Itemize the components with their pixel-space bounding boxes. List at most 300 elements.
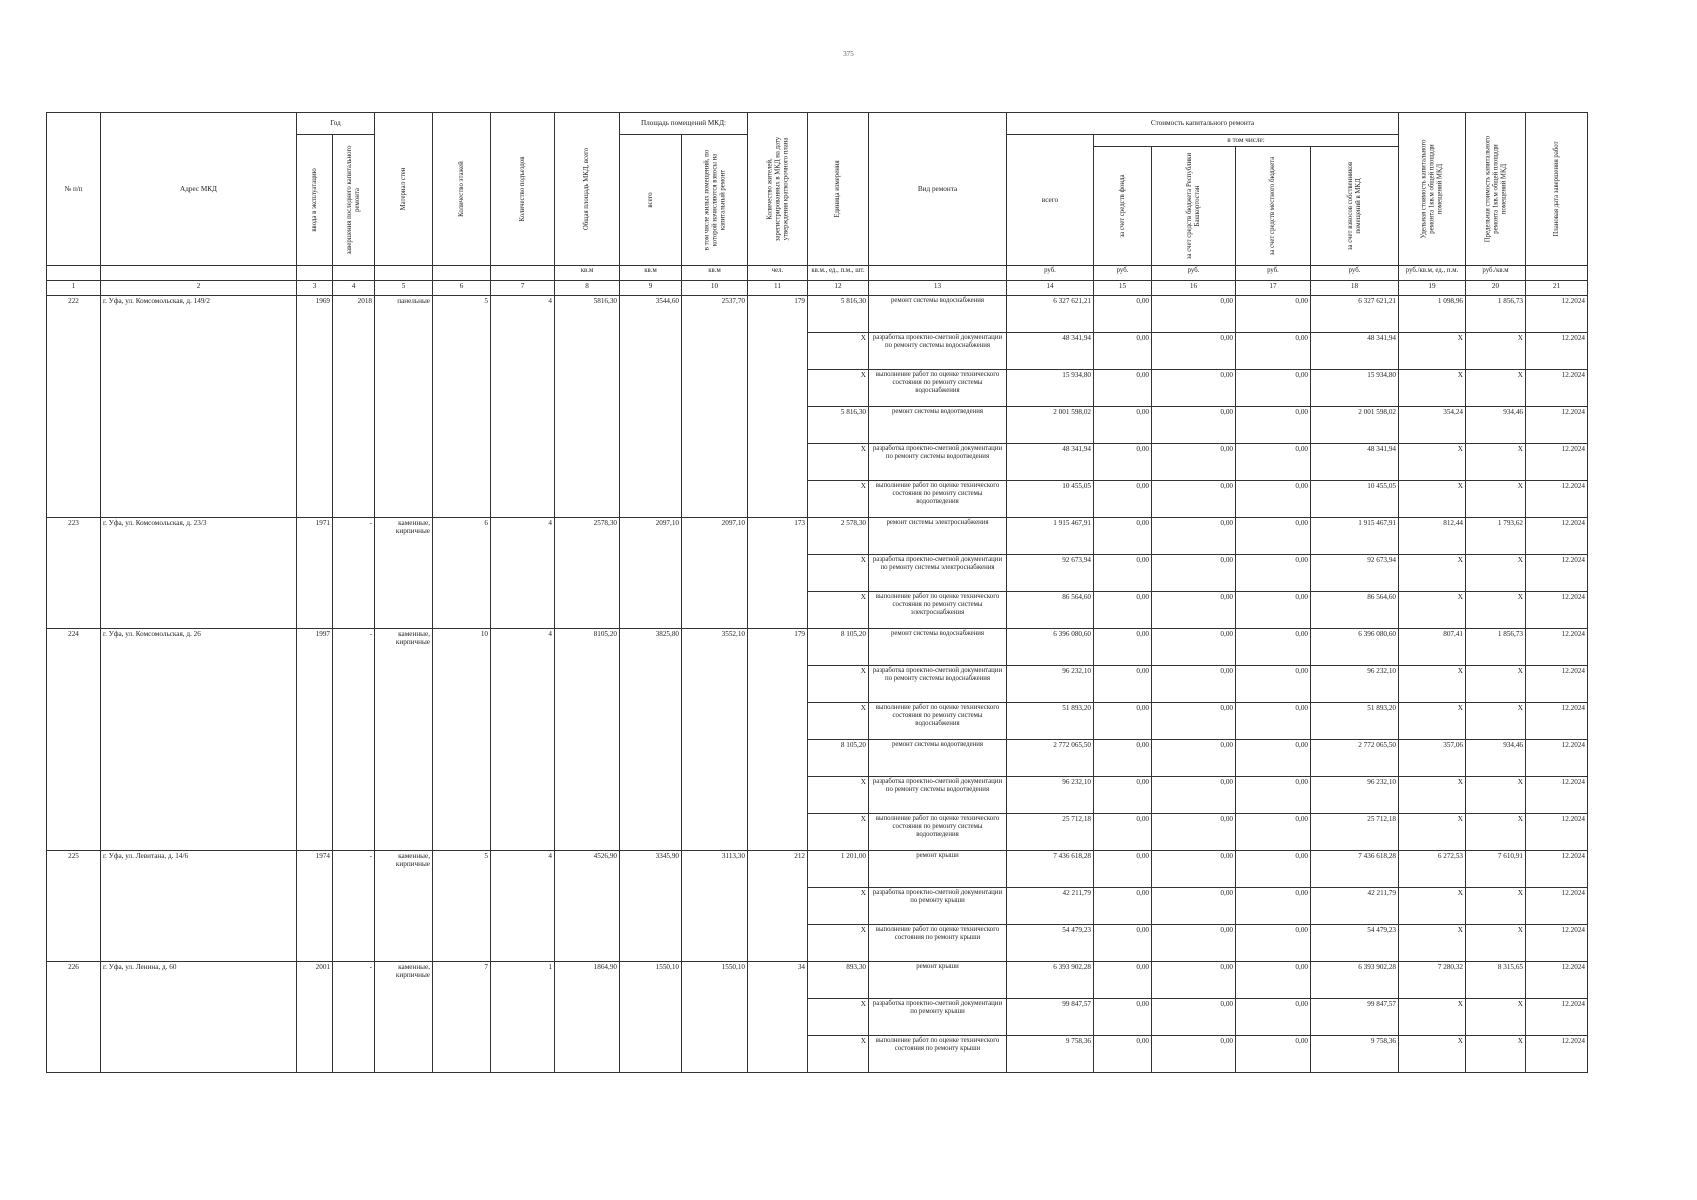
cost-local: 0,00 [1236,962,1311,999]
residential-area: 3113,30 [682,851,748,962]
cost-total: 48 341,94 [1007,444,1094,481]
house-number: 222 [47,296,101,518]
work-unit: X [808,777,869,814]
work-unit: 8 105,20 [808,629,869,666]
specific-cost: 6 272,53 [1399,851,1466,888]
cost-local: 0,00 [1236,481,1311,518]
cost-owners: 48 341,94 [1311,333,1399,370]
unit-cell: руб. [1311,266,1399,281]
premises-area: 3544,60 [620,296,682,518]
cost-owners: 25 712,18 [1311,814,1399,851]
column-number-cell: 2 [101,281,297,296]
limit-cost: 1 793,62 [1466,518,1526,555]
column-number-cell: 17 [1236,281,1311,296]
cost-fund: 0,00 [1094,333,1152,370]
specific-cost: X [1399,333,1466,370]
limit-cost: 8 315,65 [1466,962,1526,999]
wall-material: каменные, кирпичные [375,518,433,629]
work-unit: X [808,481,869,518]
cost-total: 96 232,10 [1007,777,1094,814]
specific-cost: X [1399,555,1466,592]
cost-owners: 6 393 902,28 [1311,962,1399,999]
work-kind: выполнение работ по оценке технического состояния по ремонту крыши [869,1036,1007,1073]
cost-fund: 0,00 [1094,629,1152,666]
wall-material: панельные [375,296,433,518]
house-number: 225 [47,851,101,962]
year-last-repair: - [333,629,375,851]
specific-cost: X [1399,370,1466,407]
cost-local: 0,00 [1236,851,1311,888]
table-row [47,296,1588,333]
hdr-walls: Материал стен [375,113,433,266]
hdr-group-area: Площадь помещений МКД: [620,113,748,135]
work-unit: X [808,888,869,925]
planned-date: 12.2024 [1526,407,1588,444]
wall-material: каменные, кирпичные [375,962,433,1073]
planned-date: 12.2024 [1526,333,1588,370]
year-last-repair: - [333,851,375,962]
cost-local: 0,00 [1236,370,1311,407]
planned-date: 12.2024 [1526,851,1588,888]
cost-local: 0,00 [1236,740,1311,777]
entrance-count: 4 [491,851,555,962]
cost-local: 0,00 [1236,925,1311,962]
page-number: 375 [843,50,854,58]
planned-date: 12.2024 [1526,296,1588,333]
cost-republic: 0,00 [1152,407,1236,444]
cost-fund: 0,00 [1094,370,1152,407]
hdr-no: № п/п [47,113,101,266]
planned-date: 12.2024 [1526,999,1588,1036]
cost-total: 2 772 065,50 [1007,740,1094,777]
premises-area: 1550,10 [620,962,682,1073]
work-unit: X [808,703,869,740]
cost-local: 0,00 [1236,888,1311,925]
year-built: 2001 [297,962,333,1073]
specific-cost: X [1399,814,1466,851]
residential-area: 2537,70 [682,296,748,518]
work-kind: разработка проектно-сметной документации по ремонту системы водоснабжения [869,666,1007,703]
cost-total: 92 673,94 [1007,555,1094,592]
cost-local: 0,00 [1236,333,1311,370]
cost-owners: 96 232,10 [1311,777,1399,814]
work-unit: 1 201,00 [808,851,869,888]
specific-cost: 1 098,96 [1399,296,1466,333]
specific-cost: 812,44 [1399,518,1466,555]
cost-fund: 0,00 [1094,666,1152,703]
total-area: 2578,30 [555,518,620,629]
work-unit: 8 105,20 [808,740,869,777]
limit-cost: X [1466,666,1526,703]
work-kind: разработка проектно-сметной документации по ремонту системы водоотведения [869,777,1007,814]
cost-total: 86 564,60 [1007,592,1094,629]
limit-cost: 1 856,73 [1466,296,1526,333]
column-number-cell: 6 [433,281,491,296]
specific-cost: X [1399,481,1466,518]
cost-total: 54 479,23 [1007,925,1094,962]
cost-local: 0,00 [1236,629,1311,666]
capital-repair-plan-table [46,112,1588,1073]
work-unit: X [808,592,869,629]
work-kind: разработка проектно-сметной документации по ремонту системы водоснабжения [869,333,1007,370]
cost-republic: 0,00 [1152,962,1236,999]
cost-fund: 0,00 [1094,592,1152,629]
work-kind: ремонт системы водоснабжения [869,296,1007,333]
cost-total: 10 455,05 [1007,481,1094,518]
cost-total: 2 001 598,02 [1007,407,1094,444]
cost-local: 0,00 [1236,296,1311,333]
specific-cost: X [1399,592,1466,629]
column-number-cell: 8 [555,281,620,296]
work-kind: выполнение работ по оценке технического состояния по ремонту системы водоотведения [869,481,1007,518]
premises-area: 2097,10 [620,518,682,629]
column-number-cell: 11 [748,281,808,296]
limit-cost: X [1466,925,1526,962]
column-number-cell: 12 [808,281,869,296]
column-number-cell: 1 [47,281,101,296]
cost-local: 0,00 [1236,1036,1311,1073]
cost-owners: 92 673,94 [1311,555,1399,592]
resident-count: 179 [748,629,808,851]
column-number-cell: 16 [1152,281,1236,296]
column-number-cell: 14 [1007,281,1094,296]
work-kind: разработка проектно-сметной документации по ремонту системы электроснабжения [869,555,1007,592]
cost-republic: 0,00 [1152,629,1236,666]
cost-owners: 96 232,10 [1311,666,1399,703]
planned-date: 12.2024 [1526,444,1588,481]
hdr-cost-local: за счет средств местного бюджета [1236,147,1311,266]
work-kind: ремонт крыши [869,851,1007,888]
specific-cost: 354,24 [1399,407,1466,444]
work-kind: выполнение работ по оценке технического состояния по ремонту системы электроснабжения [869,592,1007,629]
house-number: 223 [47,518,101,629]
work-kind: разработка проектно-сметной документации по ремонту крыши [869,888,1007,925]
work-unit: 2 578,30 [808,518,869,555]
hdr-cost-total: всего [1007,135,1094,266]
column-number-row [47,281,1588,296]
planned-date: 12.2024 [1526,703,1588,740]
cost-fund: 0,00 [1094,481,1152,518]
hdr-planned-date: Плановая дата завершения работ [1526,113,1588,266]
limit-cost: X [1466,370,1526,407]
resident-count: 173 [748,518,808,629]
cost-owners: 1 915 467,91 [1311,518,1399,555]
cost-owners: 54 479,23 [1311,925,1399,962]
work-kind: ремонт системы водоотведения [869,740,1007,777]
year-last-repair: - [333,962,375,1073]
cost-local: 0,00 [1236,592,1311,629]
unit-cell [1526,266,1588,281]
unit-cell [491,266,555,281]
limit-cost: X [1466,999,1526,1036]
cost-fund: 0,00 [1094,925,1152,962]
cost-fund: 0,00 [1094,814,1152,851]
hdr-specific-cost: Удельная стоимость капитального ремонта 1кв.м общей площади помещений МКД [1399,113,1466,266]
unit-cell: руб. [1007,266,1094,281]
entrance-count: 4 [491,296,555,518]
work-unit: 5 816,30 [808,407,869,444]
work-unit: X [808,333,869,370]
unit-cell [297,266,333,281]
column-number-cell: 7 [491,281,555,296]
residential-area: 1550,10 [682,962,748,1073]
hdr-year-built: ввода в эксплуатацию [297,135,333,266]
planned-date: 12.2024 [1526,629,1588,666]
house-address: г. Уфа, ул. Комсомольская, д. 23/3 [101,518,297,629]
cost-total: 48 341,94 [1007,333,1094,370]
hdr-area-all: всего [620,135,682,266]
table-row [47,518,1588,555]
planned-date: 12.2024 [1526,962,1588,999]
planned-date: 12.2024 [1526,1036,1588,1073]
year-last-repair: - [333,518,375,629]
cost-fund: 0,00 [1094,888,1152,925]
cost-republic: 0,00 [1152,296,1236,333]
cost-republic: 0,00 [1152,888,1236,925]
work-kind: выполнение работ по оценке технического состояния по ремонту крыши [869,925,1007,962]
cost-fund: 0,00 [1094,407,1152,444]
floor-count: 5 [433,851,491,962]
planned-date: 12.2024 [1526,888,1588,925]
cost-total: 6 396 080,60 [1007,629,1094,666]
unit-cell: кв.м [682,266,748,281]
specific-cost: X [1399,888,1466,925]
resident-count: 34 [748,962,808,1073]
limit-cost: X [1466,814,1526,851]
table-row [47,851,1588,888]
specific-cost: 357,06 [1399,740,1466,777]
hdr-floors: Количество этажей [433,113,491,266]
hdr-cost-fund: за счет средств фонда [1094,147,1152,266]
cost-republic: 0,00 [1152,814,1236,851]
table-header [47,113,1588,296]
cost-owners: 2 772 065,50 [1311,740,1399,777]
cost-total: 7 436 618,28 [1007,851,1094,888]
entrance-count: 4 [491,629,555,851]
total-area: 1864,90 [555,962,620,1073]
cost-republic: 0,00 [1152,666,1236,703]
house-address: г. Уфа, ул. Левитана, д. 14/6 [101,851,297,962]
planned-date: 12.2024 [1526,592,1588,629]
hdr-limit-cost: Предельная стоимость капитального ремонта 1кв.м общей площади помещений МКД [1466,113,1526,266]
premises-area: 3825,80 [620,629,682,851]
work-kind: выполнение работ по оценке технического состояния по ремонту системы водоотведения [869,814,1007,851]
planned-date: 12.2024 [1526,370,1588,407]
column-number-cell: 20 [1466,281,1526,296]
work-unit: X [808,444,869,481]
cost-republic: 0,00 [1152,777,1236,814]
work-unit: X [808,925,869,962]
work-unit: X [808,666,869,703]
planned-date: 12.2024 [1526,555,1588,592]
cost-republic: 0,00 [1152,555,1236,592]
total-area: 8105,20 [555,629,620,851]
cost-owners: 99 847,57 [1311,999,1399,1036]
house-number: 226 [47,962,101,1073]
floor-count: 5 [433,296,491,518]
cost-owners: 6 327 621,21 [1311,296,1399,333]
cost-local: 0,00 [1236,555,1311,592]
unit-cell: кв.м [555,266,620,281]
cost-republic: 0,00 [1152,740,1236,777]
specific-cost: 807,41 [1399,629,1466,666]
total-area: 4526,90 [555,851,620,962]
column-number-cell: 9 [620,281,682,296]
specific-cost: X [1399,444,1466,481]
cost-republic: 0,00 [1152,703,1236,740]
year-built: 1997 [297,629,333,851]
limit-cost: X [1466,592,1526,629]
cost-total: 15 934,80 [1007,370,1094,407]
cost-local: 0,00 [1236,777,1311,814]
year-built: 1974 [297,851,333,962]
planned-date: 12.2024 [1526,666,1588,703]
cost-fund: 0,00 [1094,296,1152,333]
work-unit: 893,30 [808,962,869,999]
cost-republic: 0,00 [1152,592,1236,629]
unit-cell [869,266,1007,281]
unit-cell [101,266,297,281]
cost-owners: 42 211,79 [1311,888,1399,925]
cost-republic: 0,00 [1152,333,1236,370]
hdr-total-area: Общая площадь МКД, всего [555,113,620,266]
work-unit: 5 816,30 [808,296,869,333]
column-number-cell: 18 [1311,281,1399,296]
residential-area: 3552,10 [682,629,748,851]
cost-republic: 0,00 [1152,444,1236,481]
limit-cost: X [1466,703,1526,740]
cost-republic: 0,00 [1152,518,1236,555]
specific-cost: X [1399,999,1466,1036]
specific-cost: 7 280,32 [1399,962,1466,999]
column-number-cell: 15 [1094,281,1152,296]
planned-date: 12.2024 [1526,777,1588,814]
specific-cost: X [1399,777,1466,814]
cost-owners: 10 455,05 [1311,481,1399,518]
limit-cost: X [1466,481,1526,518]
work-kind: выполнение работ по оценке технического состояния по ремонту системы водоснабжения [869,703,1007,740]
year-built: 1969 [297,296,333,518]
floor-count: 7 [433,962,491,1073]
cost-local: 0,00 [1236,518,1311,555]
work-unit: X [808,1036,869,1073]
work-kind: разработка проектно-сметной документации по ремонту крыши [869,999,1007,1036]
hdr-entrances: Количество подъездов [491,113,555,266]
unit-cell [375,266,433,281]
planned-date: 12.2024 [1526,518,1588,555]
hdr-area-res: в том числе жилых помещений, по которой начисляются взносы на капитальный ремонт [682,135,748,266]
column-number-cell: 10 [682,281,748,296]
work-kind: ремонт системы водоотведения [869,407,1007,444]
column-number-cell: 21 [1526,281,1588,296]
limit-cost: X [1466,555,1526,592]
table-row [47,629,1588,666]
unit-cell: кв.м., ед., п.м., шт. [808,266,869,281]
cost-fund: 0,00 [1094,777,1152,814]
resident-count: 179 [748,296,808,518]
cost-total: 51 893,20 [1007,703,1094,740]
limit-cost: 934,46 [1466,407,1526,444]
hdr-group-year: Год [297,113,375,135]
cost-fund: 0,00 [1094,703,1152,740]
wall-material: каменные, кирпичные [375,851,433,962]
cost-fund: 0,00 [1094,1036,1152,1073]
unit-cell: чел. [748,266,808,281]
cost-total: 96 232,10 [1007,666,1094,703]
work-kind: ремонт системы электроснабжения [869,518,1007,555]
cost-fund: 0,00 [1094,444,1152,481]
year-last-repair: 2018 [333,296,375,518]
limit-cost: X [1466,1036,1526,1073]
cost-total: 9 758,36 [1007,1036,1094,1073]
cost-local: 0,00 [1236,444,1311,481]
cost-local: 0,00 [1236,814,1311,851]
cost-owners: 48 341,94 [1311,444,1399,481]
cost-local: 0,00 [1236,407,1311,444]
cost-fund: 0,00 [1094,555,1152,592]
hdr-group-incl: в том числе: [1094,135,1399,147]
table-body [47,296,1588,1073]
work-unit: X [808,814,869,851]
limit-cost: 7 610,91 [1466,851,1526,888]
planned-date: 12.2024 [1526,925,1588,962]
cost-total: 1 915 467,91 [1007,518,1094,555]
cost-owners: 86 564,60 [1311,592,1399,629]
work-kind: разработка проектно-сметной документации по ремонту системы водоотведения [869,444,1007,481]
planned-date: 12.2024 [1526,814,1588,851]
unit-cell: руб. [1152,266,1236,281]
floor-count: 10 [433,629,491,851]
limit-cost: X [1466,888,1526,925]
hdr-residents: Количество жителей, зарегистрированных в МКД на дату утверждения краткосрочного плана [748,113,808,266]
unit-cell: руб./кв.м [1466,266,1526,281]
limit-cost: X [1466,444,1526,481]
cost-owners: 51 893,20 [1311,703,1399,740]
wall-material: каменные, кирпичные [375,629,433,851]
unit-cell: руб./кв.м, ед., п.м. [1399,266,1466,281]
work-kind: выполнение работ по оценке технического состояния по ремонту системы водоснабжения [869,370,1007,407]
unit-cell [47,266,101,281]
cost-republic: 0,00 [1152,925,1236,962]
specific-cost: X [1399,666,1466,703]
unit-cell [333,266,375,281]
limit-cost: X [1466,333,1526,370]
cost-total: 99 847,57 [1007,999,1094,1036]
units-row [47,266,1588,281]
hdr-unit: Единица измерения [808,113,869,266]
hdr-address: Адрес МКД [101,113,297,266]
cost-fund: 0,00 [1094,999,1152,1036]
house-address: г. Уфа, ул. Комсомольская, д. 26 [101,629,297,851]
work-kind: ремонт крыши [869,962,1007,999]
house-address: г. Уфа, ул. Комсомольская, д. 149/2 [101,296,297,518]
work-unit: X [808,999,869,1036]
hdr-cost-rb: за счет средств бюджета Республики Башкортостан [1152,147,1236,266]
house-number: 224 [47,629,101,851]
column-number-cell: 3 [297,281,333,296]
table-row [47,962,1588,999]
limit-cost: X [1466,777,1526,814]
specific-cost: X [1399,925,1466,962]
limit-cost: 1 856,73 [1466,629,1526,666]
cost-fund: 0,00 [1094,851,1152,888]
cost-owners: 2 001 598,02 [1311,407,1399,444]
entrance-count: 1 [491,962,555,1073]
cost-fund: 0,00 [1094,518,1152,555]
cost-owners: 9 758,36 [1311,1036,1399,1073]
column-number-cell: 13 [869,281,1007,296]
column-number-cell: 19 [1399,281,1466,296]
